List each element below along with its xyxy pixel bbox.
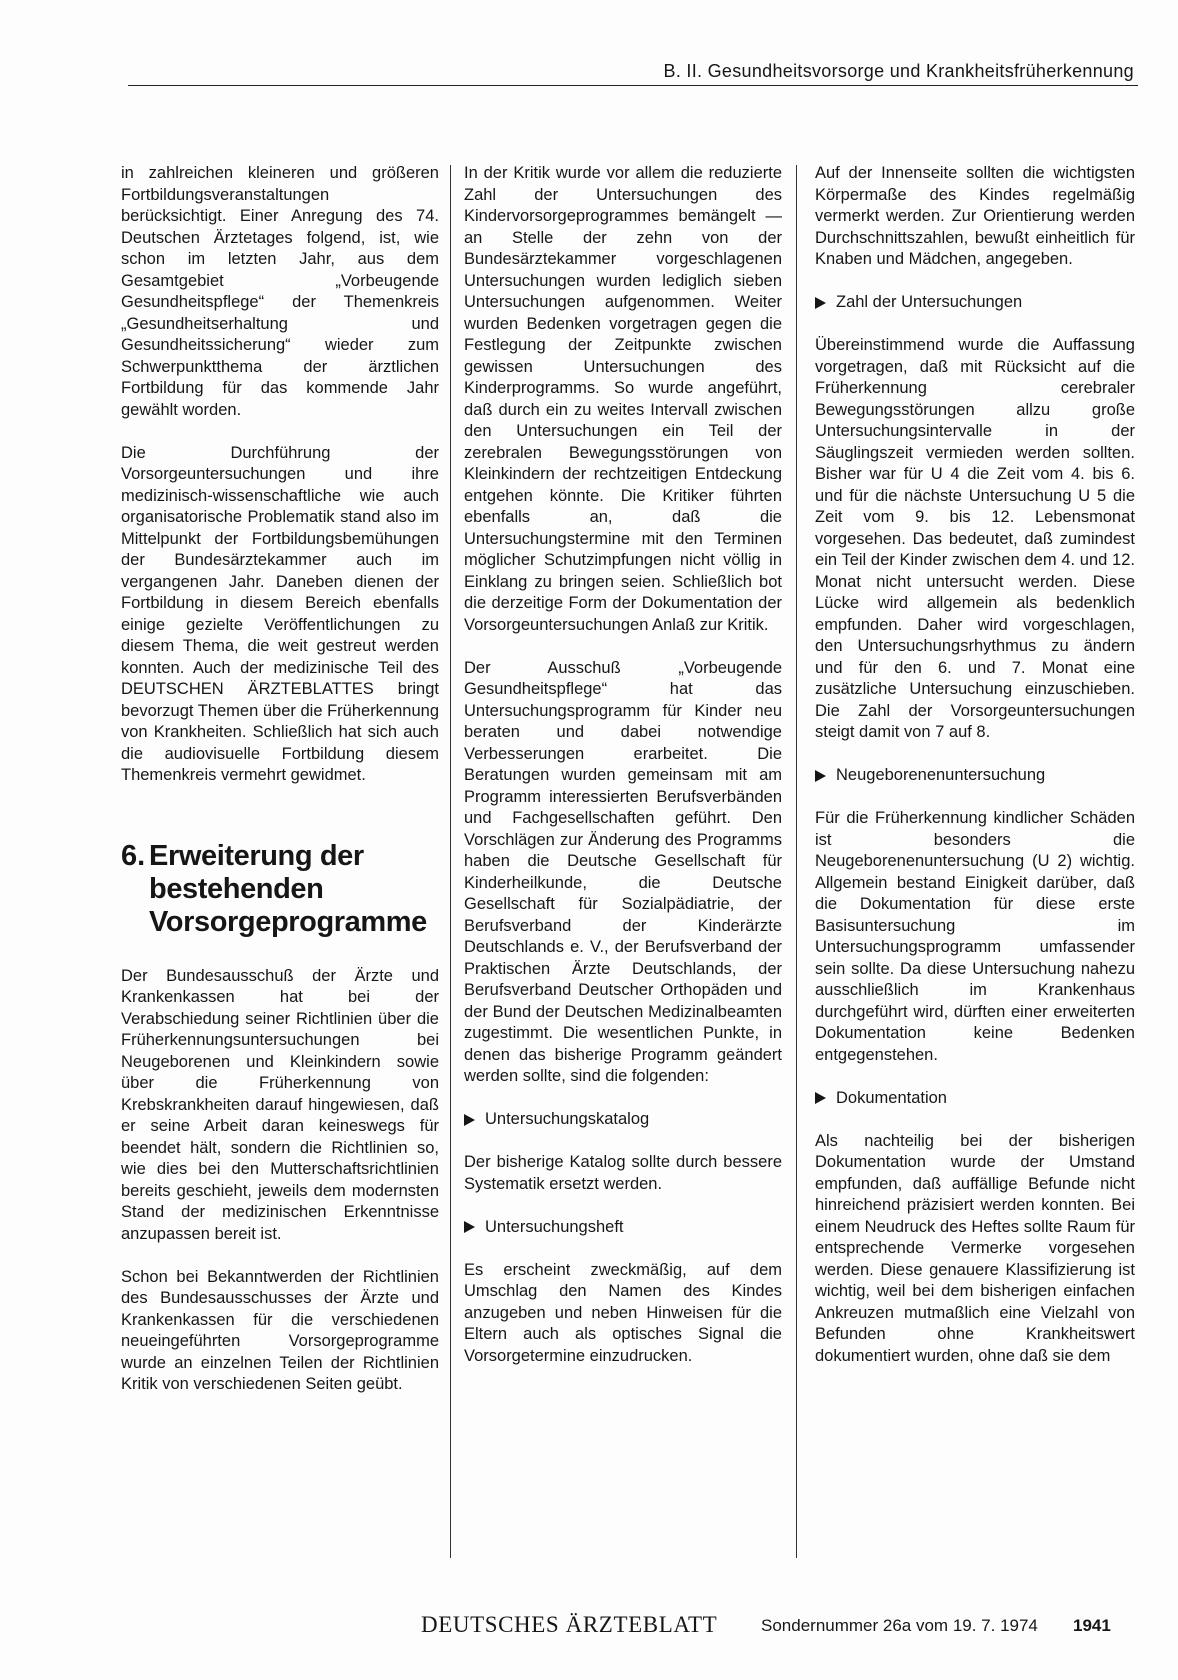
- page-number: 1941: [1073, 1616, 1111, 1635]
- triangle-bullet-icon: [815, 770, 826, 782]
- subheading: [815, 1088, 1135, 1110]
- subheading-label: Untersuchungsheft: [485, 1217, 624, 1236]
- body-paragraph: Auf der Innenseite sollten die wichtigsten Körpermaße des Kindes regelmäßig vermerkt werden. Zur Orientierung werden Durchschnittszahlen, bewußt einheitlich für Knaben und Mädchen, angegeben.: [815, 164, 1135, 268]
- body-paragraph: Übereinstimmend wurde die Auffassung vorgetragen, daß mit Rücksicht auf die Früherkennung cerebraler Bewegungsstörungen allzu große Untersuchungsintervalle in der Säuglingszeit vermieden werden sollten. Bisher war für U 4 die Zeit vom 4. bis 6. und für die nächste Untersuchung U 5 die Zeit vom 9. bis 12. Lebensmonat vorgesehen. Das bedeutet, daß zumindest ein Teil der Kinder zwischen dem 4. und 12. Monat nicht untersucht werden. Diese Lücke wird allgemein als bedenklich empfunden. Daher wird vorgeschlagen, den Untersuchungsrhythmus zu ändern und für den 6. und 7. Monat eine zusätzliche Untersuchung einzuschieben. Die Zahl der Vorsorgeuntersuchungen steigt damit von 7 auf 8.: [815, 336, 1135, 741]
- triangle-bullet-icon: [815, 1092, 826, 1104]
- section-heading: [121, 840, 439, 939]
- body-paragraph: Als nachteilig bei der bisherigen Dokumentation wurde der Umstand empfunden, daß auffällige Befunde nicht hinreichend präzisiert werden konnten. Bei einem Neudruck des Heftes sollte Raum für entsprechende Vermerke vorgesehen werden. Diese genauere Klassifizierung ist wichtig, weil bei dem bisherigen einfachen Ankreuzen mutmaßlich eine Vielzahl von Befunden ohne Krankheitswert dokumentiert wurden, ohne daß sie dem: [815, 1131, 1135, 1365]
- body-paragraph: Es erscheint zweckmäßig, auf dem Umschlag den Namen des Kindes anzugeben und neben Hinweisen für die Eltern auch als optisches Signal die Vorsorgetermine einzudrucken.: [464, 1260, 782, 1365]
- body-paragraph: Der Ausschuß „Vorbeugende Gesundheitspflege“ hat das Untersuchungsprogramm für Kinder neu beraten und dabei notwendige Verbesserungen erarbeitet. Die Beratungen wurden gemeinsam mit am Programm interessierten Berufsverbänden und Fachgesellschaften geführt. Den Vorschlägen zur Änderung des Programms haben die Deutsche Gesellschaft für Kinderheilkunde, die Deutsche Gesellschaft für Sozialpädiatrie, der Berufsverband der Kinderärzte Deutschlands e. V., der Berufsverband der Praktischen Ärzte Deutschlands, der Berufsverband Deutscher Orthopäden und der Bund der Deutschen Medizinalbeamten zugestimmt. Die wesentlichen Punkte, in denen das bisherige Programm geändert werden sollte, sind die folgenden:: [464, 658, 782, 1085]
- body-paragraph: In der Kritik wurde vor allem die reduzierte Zahl der Untersuchungen des Kindervorsorgeprogrammes bemängelt — an Stelle der zehn von der Bundesärztekammer vorgeschlagenen Untersuchungen wurden lediglich sieben Untersuchungen aufgenommen. Weiter wurden Bedenken vorgetragen gegen die Festlegung der Zeitpunkte zwischen gewissen Untersuchungen des Kinderprogramms. So wurde angeführt, daß durch ein zu weites Intervall zwischen den Untersuchungen ein Teil der zerebralen Bewegungsstörungen von Kleinkindern der rechtzeitigen Entdeckung entgehen könnte. Die Kritiker führten ebenfalls an, daß die Untersuchungstermine mit den Terminen möglicher Schutzimpfungen nicht völlig in Einklang zu bringen seien. Schließlich bot die derzeitige Form der Dokumentation der Vorsorgeuntersuchungen Anlaß zur Kritik.: [464, 164, 782, 634]
- subheading-label: Neugeborenenuntersuchung: [836, 766, 1046, 784]
- body-paragraph: Für die Früherkennung kindlicher Schäden ist besonders die Neugeborenenuntersuchung (U 2) wichtig. Allgemein bestand Einigkeit darüber, daß die Dokumentation für diese erste Basisuntersuchung im Untersuchungsprogramm umfassender sein sollte. Da diese Untersuchung nahezu ausschließlich im Krankenhaus durchgeführt wird, dürften einer erweiterten Dokumentation keine Bedenken entgegenstehen.: [815, 809, 1135, 1064]
- subheading: [815, 292, 1135, 314]
- section-title-line: Vorsorgeprogramme: [149, 905, 427, 938]
- triangle-bullet-icon: [464, 1221, 475, 1233]
- subheading-label: Zahl der Untersuchungen: [836, 293, 1023, 311]
- section-number: 6.: [121, 839, 146, 872]
- text-column-1: [121, 163, 439, 1563]
- text-column-3: [815, 163, 1135, 1563]
- body-paragraph: in zahlreichen kleineren und größeren Fortbildungsveranstaltungen berücksichtigt. Einer Anregung des 74. Deutschen Ärztetages folgend, ist, wie schon im letzten Jahr, aus dem Gesamtgebiet „Vorbeugende Gesundheitspflege“ der Themenkreis „Gesundheitserhaltung und Gesundheitssicherung“ wieder zum Schwerpunktthema der ärztlichen Fortbildung für das kommende Jahr gewählt worden.: [121, 164, 439, 419]
- column-divider: [450, 165, 451, 1558]
- body-paragraph: Der Bundesausschuß der Ärzte und Krankenkassen hat bei der Verabschiedung seiner Richtlinien über die Früherkennungsuntersuchungen bei Neugeborenen und Kleinkindern sowie über die Früherkennung von Krebskrankheiten darauf hingewiesen, daß er seine Arbeit daran keineswegs für beendet hält, sondern die Richtlinien so, wie dies bei den Mutterschaftsrichtlinien bereits geschieht, jeweils dem modernsten Stand der medizinischen Erkenntnisse anzupassen bereit ist.: [121, 966, 439, 1243]
- subheading-label: Dokumentation: [836, 1088, 947, 1107]
- column-divider: [796, 165, 797, 1558]
- section-title-line: Erweiterung der: [149, 839, 364, 872]
- triangle-bullet-icon: [815, 297, 826, 309]
- body-paragraph: Der bisherige Katalog sollte durch bessere Systematik ersetzt werden.: [464, 1153, 782, 1193]
- body-paragraph: Die Durchführung der Vorsorgeuntersuchungen und ihre medizinisch-wissenschaftliche wie auch organisatorische Problematik stand also im Mittelpunkt der Fortbildungsbemühungen der Bundesärztekammer auch im vergangenen Jahr. Daneben dienen der Fortbildung in diesem Bereich ebenfalls einige gezielte Veröffentlichungen zu diesem Thema, die weit gestreut werden konnten. Auch der medizinische Teil des DEUTSCHEN ÄRZTEBLATTES bringt bevorzugt Themen über die Früherkennung von Krankheiten. Schließlich hat sich auch die audiovisuelle Fortbildung diesem Themenkreis vermehrt gewidmet.: [121, 443, 439, 784]
- subheading: [815, 765, 1135, 787]
- triangle-bullet-icon: [464, 1114, 475, 1126]
- subheading: [464, 1109, 782, 1131]
- journal-name: DEUTSCHES ÄRZTEBLATT: [421, 1612, 718, 1637]
- section-title: [149, 840, 427, 939]
- body-paragraph: Schon bei Bekanntwerden der Richtlinien des Bundesausschusses der Ärzte und Krankenkassen für die verschiedenen neueingeführten Vorsorgeprogramme wurde an einzelnen Teilen der Richtlinien Kritik von verschiedenen Seiten geübt.: [121, 1267, 439, 1393]
- page-footer: [421, 1612, 1141, 1640]
- running-header: [128, 55, 1138, 86]
- subheading-label: Untersuchungskatalog: [485, 1110, 650, 1128]
- subheading: [464, 1217, 782, 1239]
- running-head-title: B. II. Gesundheitsvorsorge und Krankheitsfrüherkennung: [663, 61, 1134, 81]
- text-column-2: [464, 163, 782, 1563]
- issue-info: Sondernummer 26a vom 19. 7. 1974: [761, 1616, 1038, 1635]
- section-title-line: bestehenden: [149, 872, 324, 905]
